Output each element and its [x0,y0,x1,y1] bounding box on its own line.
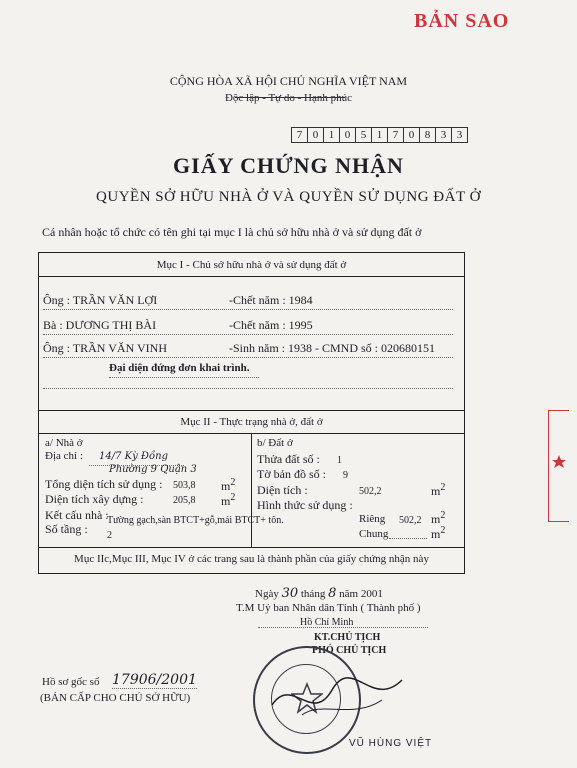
section2-divider-top [39,410,464,411]
unit-text: m [431,527,441,541]
blank-line [43,387,453,389]
serial-digit: 3 [452,127,468,143]
map-value: 9 [343,470,348,481]
month-value: 8 [328,586,337,601]
unit-sup: 2 [440,482,446,493]
lot-value: 1 [337,455,342,466]
structure-label: Kết cấu nhà : [45,508,109,522]
land-heading: b/ Đất ở [257,437,293,449]
file-label: Hồ sơ gốc số [42,676,100,688]
built-area-unit [221,492,235,509]
land-area-label: Diện tích : [257,483,308,497]
authority-role1: KT.CHỦ TỊCH [314,632,381,643]
lot-label: Thửa đất số : [257,452,320,466]
copy-stamp: BẢN SAO [414,10,510,32]
signer-name: VŨ HÙNG VIỆT [349,738,433,749]
year-label: năm [339,588,359,600]
note-divider [39,547,464,548]
serial-digit: 7 [388,127,404,143]
serial-digit: 0 [308,127,324,143]
section1-title: Mục I - Chủ sở hữu nhà ở và sử dụng đất ở [156,259,347,271]
serial-digit: 3 [436,127,452,143]
serial-digit: 1 [372,127,388,143]
authority-line: T.M Uỷ ban Nhân dân Tỉnh ( Thành phố ) [236,602,421,614]
owner-name: Ông : TRẦN VĂN VINH [43,341,168,355]
shared-unit [431,525,445,542]
document-title: GIẤY CHỨNG NHẬN [173,153,404,178]
land-area-value: 502,2 [359,486,382,497]
unit-text: m [431,484,441,498]
motto-underline [235,97,345,98]
address-line1: 14/7 Kỳ Đồng [99,451,168,462]
intro-text: Cá nhân hoặc tổ chức có tên ghi tại mục I là chủ sở hữu nhà ở và sử dụng đất ở [42,225,422,239]
section2-title: Mục II - Thực trạng nhà ở, đất ở [180,416,323,428]
file-number: 17906/2001 [112,672,197,688]
section1-divider [39,276,464,277]
unit-text: m [221,494,231,508]
unit-sup: 2 [230,492,236,503]
issue-date [255,586,383,601]
document-subtitle: QUYỀN SỞ HỮU NHÀ Ở VÀ QUYỀN SỬ DỤNG ĐẤT Ở [96,189,481,205]
month-label: tháng [300,588,326,600]
owner-row [43,318,453,335]
map-label: Tờ bản đồ số : [257,467,327,481]
day-label: Ngày [255,588,279,600]
owner-row [43,293,453,310]
built-area-label: Diện tích xây dựng : [45,492,144,506]
republic-heading: CỘNG HÒA XÃ HỘI CHỦ NGHĨA VIỆT NAM [169,74,408,88]
owner-name: Ông : TRẦN VĂN LỢI [43,293,158,307]
land-area-unit [431,482,445,499]
day-value: 30 [281,586,299,601]
dotted-line [389,538,427,539]
serial-digit: 7 [291,127,308,143]
authority-city: Hồ Chí Minh [300,617,354,628]
address-label: Địa chỉ : [45,450,83,462]
private-label: Riêng [359,513,386,525]
shared-label: Chung [359,528,389,540]
edge-stamp [548,410,569,522]
signature-mark [262,665,412,730]
unit-text: m [431,512,441,526]
owner-info: -Chết năm : 1995 [229,318,313,332]
serial-digit: 5 [356,127,372,143]
use-form-label: Hình thức sử dụng : [257,498,353,512]
owner-info: -Chết năm : 1984 [229,293,313,307]
house-heading: a/ Nhà ở [45,437,83,449]
note-text: Mục IIc,Mục III, Mục IV ở các trang sau là thành phần của giấy chứng nhận này [74,553,429,565]
year-value: 2001 [360,588,383,600]
floors-value: 2 [107,530,112,541]
structure-value: Tường gạch,sàn BTCT+gỗ,mái BTCT+ tôn. [107,515,284,526]
representative-note: Đại diện đứng đơn khai trình. [109,362,259,378]
owner-name: Bà : DƯƠNG THỊ BÀI [43,318,157,332]
serial-digit: 8 [420,127,436,143]
total-area-label: Tổng diện tích sử dụng : [45,477,163,491]
motto: Độc lập - Tự do - Hạnh phúc [224,92,353,104]
unit-sup: 2 [440,525,446,536]
main-frame [38,252,465,574]
unit-text: m [221,479,231,493]
address-line2: Phường 9 Quận 3 [109,464,197,475]
unit-sup: 2 [440,510,446,521]
owner-row [43,341,453,358]
total-area-value: 503,8 [173,480,196,491]
built-area-value: 205,8 [173,495,196,506]
private-value: 502,2 [399,515,422,526]
serial-digit: 0 [404,127,420,143]
copy-note: (BẢN CẤP CHO CHỦ SỞ HỮU) [40,692,191,704]
owner-info: -Sinh năm : 1938 - CMND số : 020680151 [229,341,436,355]
edge-star-icon [552,455,566,469]
serial-digit: 1 [324,127,340,143]
serial-digit: 0 [340,127,356,143]
unit-sup: 2 [230,477,236,488]
land-column [251,437,464,547]
floors-label: Số tầng : [45,522,88,536]
authority-role2: PHÓ CHỦ TỊCH [312,645,387,656]
serial-number [291,127,468,143]
